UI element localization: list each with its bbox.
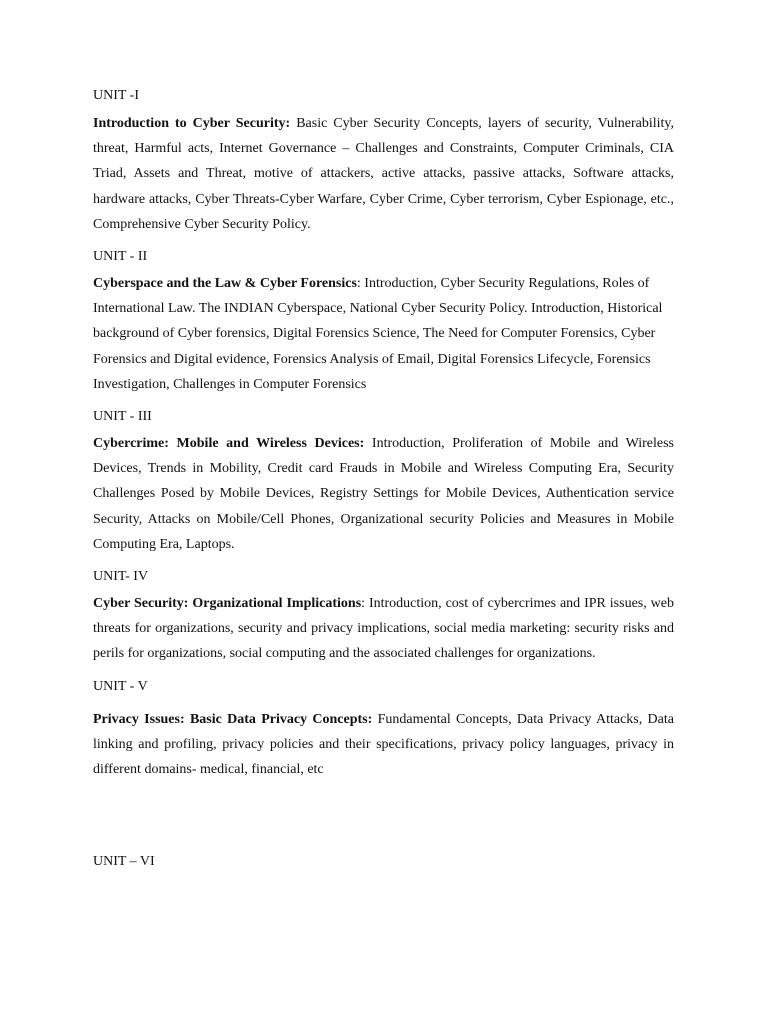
unit-4-text: : Introduction, cost of cybercrimes and IPR issues, web threats for organizations, security and privacy implications, social media marketing: security risks and perils for organizations, social computing and the associated challenges for organizations. xyxy=(93,596,674,662)
unit-3-heading: UNIT - III xyxy=(93,409,152,425)
syllabus-page xyxy=(93,86,674,872)
unit-2-heading: UNIT - II xyxy=(93,249,148,265)
unit-4-heading: UNIT- IV xyxy=(93,569,149,585)
unit-5-heading: UNIT - V xyxy=(93,678,148,694)
unit-1-heading: UNIT -I xyxy=(93,88,140,103)
unit-4-body xyxy=(93,591,674,667)
unit-6-heading: UNIT – VI xyxy=(93,854,155,870)
unit-1-body xyxy=(93,111,674,237)
unit-1-text: Basic Cyber Security Concepts, layers of security, Vulnerability, threat, Harmful acts, Internet Governance – Challenges and Constraints, Computer Criminals, CIA Triad, Assets and Threat, motive of attackers, active attacks, passive attacks, Software attacks, hardware attacks, Cyber Threats-Cyber Warfare, Cyber Crime, Cyber terrorism, Cyber Espionage, etc., Comprehensive Cyber Security Policy. xyxy=(93,116,674,232)
unit-5-body xyxy=(93,707,674,783)
unit-4-title: Cyber Security: Organizational Implications xyxy=(93,596,362,612)
unit-3-title: Cybercrime: Mobile and Wireless Devices: xyxy=(93,436,365,452)
unit-5-text: Fundamental Concepts, Data Privacy Attacks, Data linking and profiling, privacy policies and their specifications, privacy policy languages, privacy in different domains- medical, financial, etc xyxy=(93,711,674,778)
unit-2-body xyxy=(93,271,674,397)
unit-3-body xyxy=(93,431,674,557)
unit-5-title: Privacy Issues: Basic Data Privacy Concepts: xyxy=(93,711,373,727)
unit-3-text: Introduction, Proliferation of Mobile and Wireless Devices, Trends in Mobility, Credit card Frauds in Mobile and Wireless Computing Era, Security Challenges Posed by Mobile Devices, Registry Settings for Mobile Devices, Authentication service Security, Attacks on Mobile/Cell Phones, Organizational security Policies and Measures in Mobile Computing Era, Laptops. xyxy=(93,436,674,552)
unit-1-title: Introduction to Cyber Security: xyxy=(93,116,291,131)
unit-2-title: Cyberspace and the Law & Cyber Forensics xyxy=(93,276,357,292)
unit-2-text: : Introduction, Cyber Security Regulations, Roles of International Law. The INDIAN Cyberspace, National Cyber Security Policy. Introduction, Historical background of Cyber forensics, Digital Forensics Science, The Need for Computer Forensics, Cyber Forensics and Digital evidence, Forensics Analysis of Email, Digital Forensics Lifecycle, Forensics Investigation, Challenges in Computer Forensics xyxy=(93,276,663,392)
